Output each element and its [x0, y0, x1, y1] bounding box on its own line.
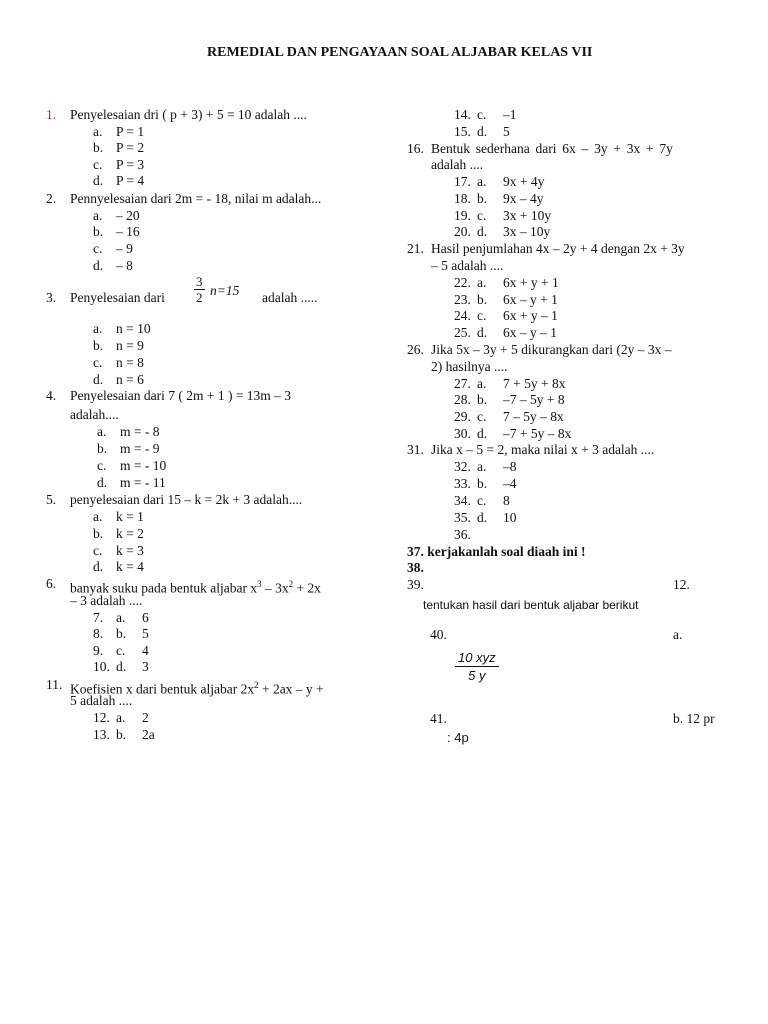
option-number: 27.	[454, 376, 471, 391]
option-text: –4	[503, 476, 517, 491]
question-text: – 3 adalah ....	[70, 593, 143, 608]
option-letter: a.	[116, 610, 126, 625]
option-text: 9x – 4y	[503, 191, 544, 206]
question-text: Penyelesaian dari	[70, 290, 165, 305]
question-text: Pennyelesaian dari 2m = - 18, nilai m adalah...	[70, 191, 322, 206]
fraction-denominator: 2	[196, 290, 203, 305]
option-text: P = 1	[116, 124, 145, 139]
question-number: 21.	[407, 241, 424, 256]
option-number: 12.	[93, 710, 110, 725]
expression-text: : 4p	[447, 730, 469, 745]
option-text: –8	[503, 459, 517, 474]
option-text: n = 8	[116, 355, 144, 370]
fraction-denominator: 5 y	[468, 668, 486, 683]
option-number: 22.	[454, 275, 471, 290]
item-number: 41.	[430, 711, 447, 726]
question-text: Jika x – 5 = 2, maka nilai x + 3 adalah ....	[431, 442, 655, 457]
option-text: 9x + 4y	[503, 174, 545, 189]
question-text: Hasil penjumlahan 4x – 2y + 4 dengan 2x + 3y	[431, 241, 685, 256]
option-number: 24.	[454, 308, 471, 323]
option-letter: c.	[93, 543, 103, 558]
question-text: Jika 5x – 3y + 5 dikurangkan dari (2y – 3x –	[431, 342, 672, 357]
option-letter: c.	[97, 458, 107, 473]
option-letter: a.	[477, 376, 487, 391]
option-letter: a.	[93, 509, 103, 524]
option-text: –7 – 5y + 8	[503, 392, 565, 407]
option-letter: d.	[97, 475, 108, 490]
option-number: 35.	[454, 510, 471, 525]
exponent: 2	[288, 579, 294, 589]
item-number: 40.	[430, 627, 447, 642]
question-text: adalah....	[70, 407, 119, 422]
question-number: 3.	[46, 290, 57, 305]
question-number: 6.	[46, 576, 57, 591]
option-letter: b.	[477, 191, 488, 206]
option-text: n = 9	[116, 338, 144, 353]
option-letter: a.	[93, 321, 103, 336]
exponent: 3	[257, 579, 262, 589]
option-letter: d.	[477, 510, 488, 525]
option-text: – 20	[116, 208, 140, 223]
option-text: 6x – y – 1	[503, 325, 557, 340]
option-number: 7.	[93, 610, 104, 625]
option-letter: d.	[477, 325, 488, 340]
option-number: 36.	[454, 527, 471, 542]
option-text: 3	[142, 659, 149, 674]
question-number: 26.	[407, 342, 424, 357]
question-number: 11.	[46, 677, 63, 692]
option-number: 13.	[93, 727, 110, 742]
option-text: 2	[142, 710, 149, 725]
option-text: 7 – 5y – 8x	[503, 409, 564, 424]
instruction-text: tentukan hasil dari bentuk aljabar berikut	[423, 598, 639, 612]
text-part: – 3x	[261, 580, 289, 596]
option-text: 8	[503, 493, 510, 508]
option-number: 9.	[93, 643, 104, 658]
option-letter: b.	[97, 441, 108, 456]
option-number: 33.	[454, 476, 471, 491]
section-heading: 37. kerjakanlah soal diaah ini !	[407, 544, 586, 559]
option-letter: d.	[477, 124, 488, 139]
question-number: 2.	[46, 191, 57, 206]
option-number: 19.	[454, 208, 471, 223]
option-number: 8.	[93, 626, 104, 641]
fraction	[455, 649, 499, 684]
option-letter: c.	[477, 493, 487, 508]
option-letter: b.	[477, 292, 488, 307]
fraction	[194, 274, 205, 305]
option-text: k = 3	[116, 543, 144, 558]
option-text: P = 2	[116, 140, 145, 155]
text-part: Koefisien x dari bentuk aljabar 2x	[70, 681, 255, 697]
question-text: – 5 adalah ....	[431, 258, 504, 273]
option-number: 28.	[454, 392, 471, 407]
option-text: m = - 11	[120, 475, 166, 490]
exponent: 2	[254, 680, 259, 690]
option-letter: b.	[477, 392, 488, 407]
option-text: 5	[503, 124, 510, 139]
question-text: penyelesaian dari 15 – k = 2k + 3 adalah....	[70, 492, 303, 507]
option-letter: d.	[93, 372, 104, 387]
option-letter: b.	[116, 727, 127, 742]
option-letter: b.	[477, 476, 488, 491]
option-number: 29.	[454, 409, 471, 424]
fraction-numerator: 3	[196, 274, 203, 289]
item-number: 12.	[673, 577, 690, 592]
option-letter: a.	[116, 710, 126, 725]
option-text: 6x + y – 1	[503, 308, 558, 323]
option-number: 10.	[93, 659, 110, 674]
question-number: 16.	[407, 141, 424, 156]
option-letter: d.	[116, 659, 127, 674]
option-number: 20.	[454, 224, 471, 239]
option-text: k = 1	[116, 509, 144, 524]
option-text: – 8	[116, 258, 133, 273]
option-text: 3x – 10y	[503, 224, 551, 239]
option-letter: d.	[477, 224, 488, 239]
option-letter: c.	[93, 355, 103, 370]
option-letter: d.	[93, 173, 104, 188]
option-text: 2a	[142, 727, 155, 742]
option-text: 5	[142, 626, 149, 641]
option-letter: c.	[477, 107, 487, 122]
question-text: 5 adalah ....	[70, 693, 133, 708]
option-letter: d.	[477, 426, 488, 441]
option-text: m = - 10	[120, 458, 167, 473]
question-text: 2) hasilnya ....	[431, 359, 508, 374]
option-letter: c.	[93, 157, 103, 172]
item-number: 39.	[407, 577, 424, 592]
fraction-numerator: 10 xyz	[455, 649, 499, 667]
option-text: 6x + y + 1	[503, 275, 559, 290]
option-number: 17.	[454, 174, 471, 189]
text-part: + 2ax – y +	[258, 681, 324, 697]
question-text: Penyelesaian dri ( p + 3) + 5 = 10 adalah ....	[70, 107, 307, 122]
question-text: Penyelesaian dari 7 ( 2m + 1 ) = 13m – 3	[70, 388, 292, 403]
option-letter: c.	[477, 308, 487, 323]
option-text: P = 4	[116, 173, 145, 188]
option-text: m = - 8	[120, 424, 160, 439]
question-number: 4.	[46, 388, 57, 403]
option-text: – 9	[116, 241, 133, 256]
option-letter: c.	[116, 643, 126, 658]
option-text: –1	[503, 107, 517, 122]
option-text: P = 3	[116, 157, 145, 172]
option-letter: b.	[93, 338, 104, 353]
option-letter: b.	[116, 626, 127, 641]
text-part: banyak suku pada bentuk aljabar x	[70, 580, 258, 596]
option-text: 7 + 5y + 8x	[503, 376, 566, 391]
question-number: 5.	[46, 492, 57, 507]
option-letter: c.	[477, 409, 487, 424]
option-letter: b.	[93, 526, 104, 541]
option-number: 34.	[454, 493, 471, 508]
option-text: 6x – y + 1	[503, 292, 558, 307]
question-text: adalah .....	[262, 290, 318, 305]
option-text: 10	[503, 510, 517, 525]
option-letter: b.	[93, 224, 104, 239]
question-number: 1.	[46, 107, 57, 122]
option-letter: a.	[93, 124, 103, 139]
text-part: + 2x	[293, 580, 321, 596]
option-letter: d.	[93, 258, 104, 273]
option-letter: d.	[93, 559, 104, 574]
question-text: adalah ....	[431, 157, 484, 172]
option-text: k = 4	[116, 559, 144, 574]
option-text: m = - 9	[120, 441, 160, 456]
option-text: 3x + 10y	[503, 208, 552, 223]
option-text: n = 10	[116, 321, 151, 336]
option-number: 25.	[454, 325, 471, 340]
option-number: 14.	[454, 107, 471, 122]
option-letter: a.	[93, 208, 103, 223]
option-number: 30.	[454, 426, 471, 441]
option-number: 15.	[454, 124, 471, 139]
equation-text: n=15	[210, 283, 240, 298]
option-text: b. 12 pr	[673, 711, 715, 726]
option-number: 32.	[454, 459, 471, 474]
option-letter: c.	[477, 208, 487, 223]
question-number: 31.	[407, 442, 424, 457]
option-letter: a.	[673, 627, 683, 642]
option-letter: b.	[93, 140, 104, 155]
option-letter: a.	[477, 174, 487, 189]
page-title: REMEDIAL DAN PENGAYAAN SOAL ALJABAR KELAS VII	[207, 45, 593, 60]
option-letter: a.	[97, 424, 107, 439]
option-number: 23.	[454, 292, 471, 307]
section-heading: 38.	[407, 560, 424, 575]
option-text: – 16	[116, 224, 140, 239]
option-letter: a.	[477, 459, 487, 474]
option-text: –7 + 5y – 8x	[503, 426, 572, 441]
option-text: n = 6	[116, 372, 144, 387]
option-letter: a.	[477, 275, 487, 290]
option-text: 6	[142, 610, 149, 625]
option-text: k = 2	[116, 526, 144, 541]
option-text: 4	[142, 643, 149, 658]
question-text: Bentuk sederhana dari 6x – 3y + 3x + 7y	[431, 141, 673, 156]
option-number: 18.	[454, 191, 471, 206]
option-letter: c.	[93, 241, 103, 256]
